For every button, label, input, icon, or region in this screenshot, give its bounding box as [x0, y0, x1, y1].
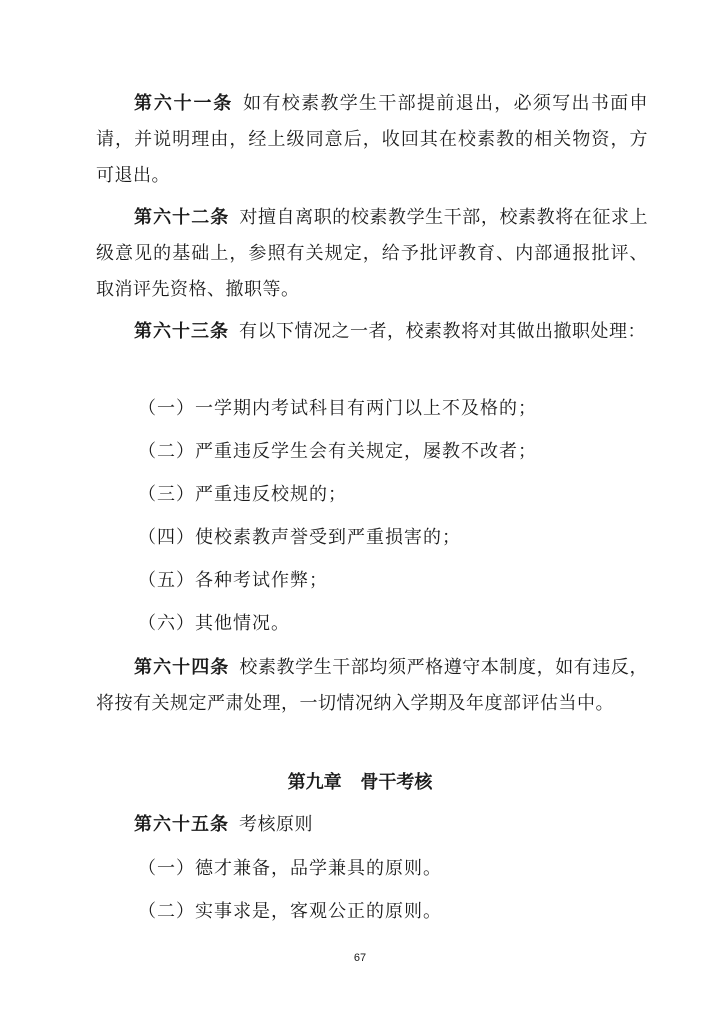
article-body: 考核原则	[239, 814, 313, 835]
article-heading: 第六十四条	[134, 657, 230, 678]
article-heading: 第六十一条	[134, 93, 234, 114]
list-item: （一）德才兼备，品学兼具的原则。	[138, 858, 442, 879]
list-item: （二）实事求是，客观公正的原则。	[138, 901, 442, 922]
list-item: （一）一学期内考试科目有两门以上不及格的；	[138, 398, 537, 419]
article-63	[96, 314, 648, 350]
list-item: （四）使校素教声誉受到严重损害的；	[138, 527, 461, 548]
list-item: （六）其他情况。	[138, 613, 290, 634]
page-number: 67	[353, 952, 367, 964]
article-62	[96, 200, 648, 308]
article-64	[96, 650, 648, 722]
article-heading: 第六十五条	[134, 814, 229, 835]
article-body: 有以下情况之一者，校素教将对其做出撤职处理：	[239, 321, 646, 342]
article-body: 如有校素教学生干部提前退出，必须写出书面申请，并说明理由，经上级同意后，收回其在校素教的相关物资，方可退出。	[96, 93, 649, 186]
list-item: （五）各种考试作弊；	[138, 570, 328, 591]
article-65	[96, 807, 648, 843]
article-body: 校素教学生干部均须严格遵守本制度，如有违反，将按有关规定严肃处理，一切情况纳入学期及年度部评估当中。	[96, 657, 649, 714]
list-item: （二）严重违反学生会有关规定，屡教不改者；	[138, 441, 537, 462]
list-item: （三）严重违反校规的；	[138, 484, 347, 505]
article-61	[96, 86, 648, 194]
article-heading: 第六十二条	[134, 207, 230, 228]
chapter-title: 第九章 骨干考核	[287, 772, 433, 793]
article-body: 对擅自离职的校素教学生干部，校素教将在征求上级意见的基础上，参照有关规定，给予批评教育、内部通报批评、取消评先资格、撤职等。	[96, 207, 649, 300]
article-heading: 第六十三条	[134, 321, 229, 342]
